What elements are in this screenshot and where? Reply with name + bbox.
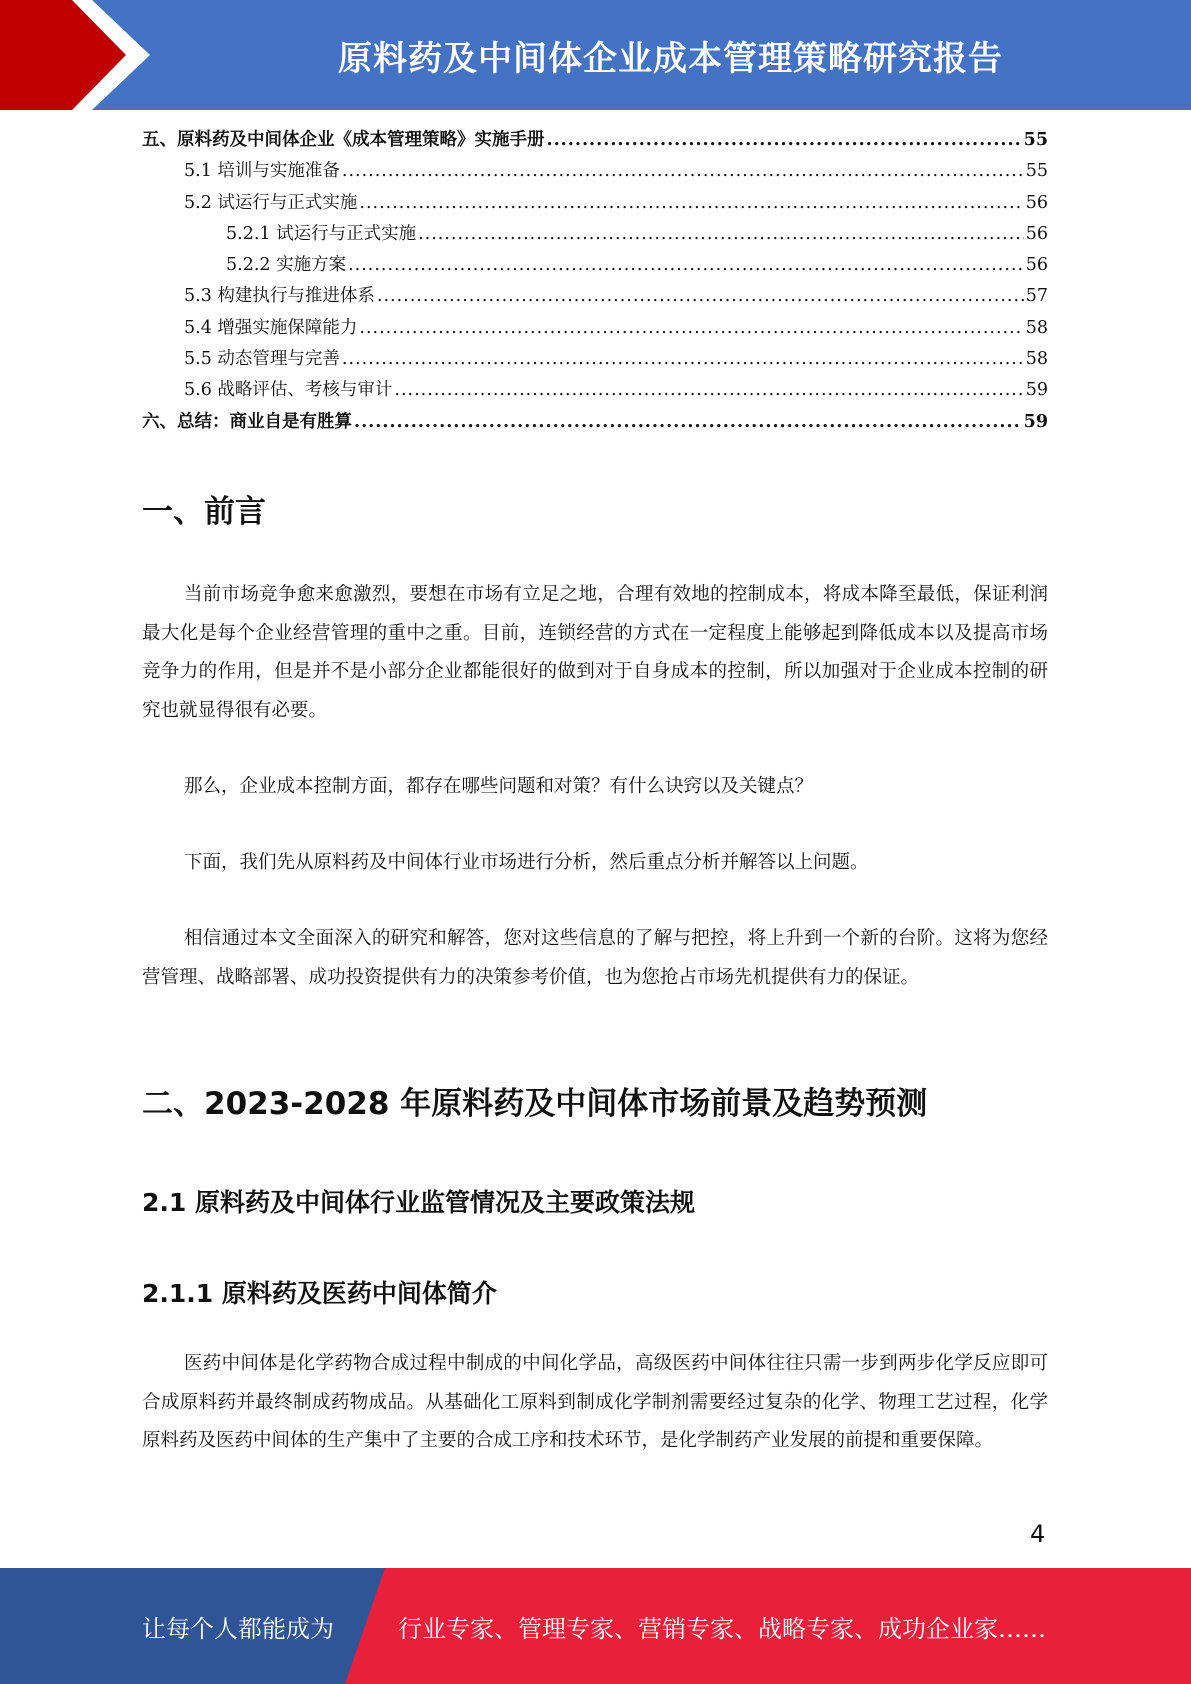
toc-entry-page: 55 (1025, 161, 1048, 182)
toc-entry[interactable] (142, 314, 1048, 345)
toc-entry[interactable] (142, 376, 1048, 407)
toc-entry-title: 5.4 增强实施保障能力 (184, 317, 358, 338)
toc-entry-title: 5.1 培训与实施准备 (184, 161, 340, 182)
toc-entry-title: 5.3 构建执行与推进体系 (184, 286, 375, 307)
toc-leader-dots (342, 349, 1024, 369)
toc-entry-page: 59 (1023, 411, 1048, 432)
page-footer (0, 1568, 1191, 1684)
footer-slogan-right: 行业专家、管理专家、营销专家、战略专家、成功企业家…… (398, 1614, 1046, 1643)
toc-entry-title: 五、原料药及中间体企业《成本管理策略》实施手册 (142, 130, 545, 150)
table-of-contents (142, 126, 1048, 439)
toc-entry[interactable] (142, 157, 1048, 188)
toc-leader-dots (377, 286, 1024, 306)
toc-entry-page: 56 (1025, 192, 1048, 213)
toc-entry-page: 56 (1025, 255, 1048, 276)
sub-heading-2-1: 2.1 原料药及中间体行业监管情况及主要政策法规 (142, 1188, 695, 1217)
toc-entry-page: 55 (1023, 130, 1048, 150)
toc-leader-dots (348, 255, 1024, 275)
toc-entry-page: 58 (1025, 317, 1048, 338)
toc-entry[interactable] (142, 408, 1048, 439)
toc-entry-title: 5.2 试运行与正式实施 (184, 192, 358, 213)
footer-slogan-left: 让每个人都能成为 (142, 1614, 334, 1643)
toc-leader-dots (359, 193, 1023, 213)
toc-entry[interactable] (142, 251, 1048, 282)
preface-heading: 一、前言 (142, 494, 266, 530)
toc-entry-page: 59 (1025, 380, 1048, 401)
toc-entry[interactable] (142, 345, 1048, 376)
toc-entry[interactable] (142, 126, 1048, 157)
preface-paragraph-4: 相信通过本文全面深入的研究和解答，您对这些信息的了解与把控，将上升到一个新的台阶。这将为您经营管理、战略部署、成功投资提供有力的决策参考价值，也为您抢占市场先机提供有力的保证。 (142, 928, 1048, 988)
toc-leader-dots (342, 161, 1024, 181)
toc-entry[interactable] (142, 189, 1048, 220)
toc-entry-title: 5.6 战略评估、考核与审计 (184, 380, 393, 401)
intro-paragraph: 医药中间体是化学药物合成过程中制成的中间化学品，高级医药中间体往往只需一步到两步化学反应即可合成原料药并最终制成药物成品。从基础化工原料到制成化学制剂需要经过复杂的化学、物理工艺过程，化学原料药及医药中间体的生产集中了主要的合成工序和技术环节，是化学制药产业发展的前提和重要保障。 (142, 1353, 1048, 1451)
toc-leader-dots (394, 380, 1023, 400)
toc-entry-page: 56 (1025, 223, 1048, 244)
preface-paragraph-2: 那么，企业成本控制方面，都存在哪些问题和对策？有什么诀窍以及关键点？ (184, 776, 814, 797)
toc-entry-title: 5.2.2 实施方案 (226, 255, 347, 276)
toc-leader-dots (547, 130, 1022, 150)
page-number: 4 (1030, 1520, 1046, 1548)
toc-entry-title: 5.2.1 试运行与正式实施 (226, 223, 417, 244)
toc-leader-dots (354, 412, 1022, 432)
toc-entry-title: 六、总结：商业自是有胜算 (142, 411, 352, 432)
market-heading: 二、2023-2028 年原料药及中间体市场前景及趋势预测 (142, 1086, 928, 1122)
toc-leader-dots (418, 224, 1024, 244)
preface-paragraph-1: 当前市场竞争愈来愈激烈，要想在市场有立足之地，合理有效地的控制成本，将成本降至最低，保证利润最大化是每个企业经营管理的重中之重。目前，连锁经营的方式在一定程度上能够起到降低成本以及提高市场竞争力的作用，但是并不是小部分企业都能很好的做到对于自身成本的控制，所以加强对于企业成本控制的研究也就显得很有必要。 (142, 584, 1048, 721)
toc-entry[interactable] (142, 282, 1048, 313)
preface-paragraph-3: 下面，我们先从原料药及中间体行业市场进行分析，然后重点分析并解答以上问题。 (184, 852, 869, 873)
sub-heading-2-1-1: 2.1.1 原料药及医药中间体简介 (142, 1279, 497, 1308)
toc-entry-page: 57 (1025, 286, 1048, 307)
toc-leader-dots (359, 318, 1023, 338)
page-header (0, 0, 1191, 110)
toc-entry-title: 5.5 动态管理与完善 (184, 349, 340, 370)
header-title: 原料药及中间体企业成本管理策略研究报告 (338, 38, 1003, 79)
toc-entry[interactable] (142, 220, 1048, 251)
toc-entry-page: 58 (1025, 349, 1048, 370)
